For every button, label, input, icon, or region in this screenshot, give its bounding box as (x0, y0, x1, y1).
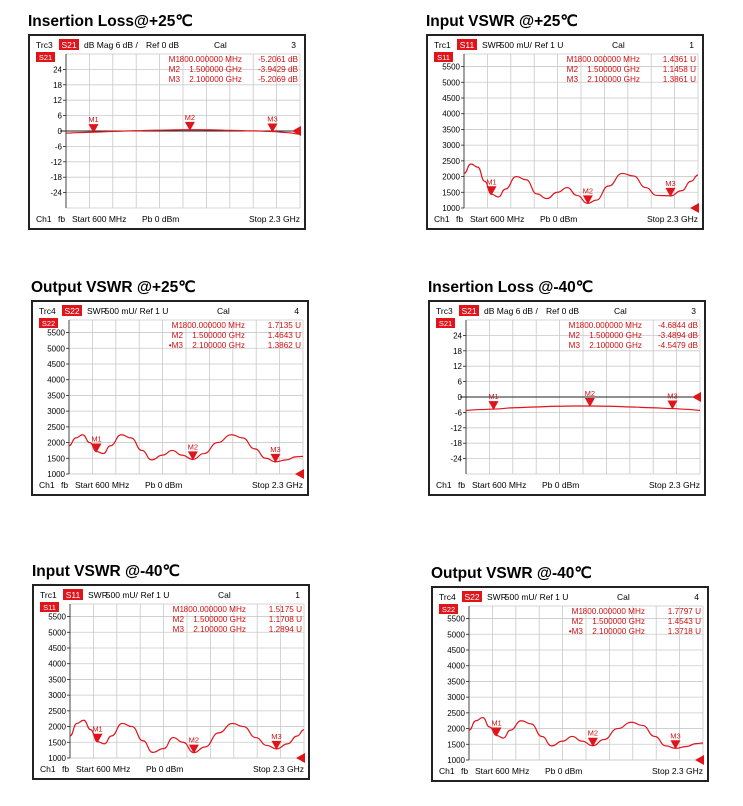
source-power: Pb 0 dBm (142, 214, 180, 224)
start-frequency: Start 600 MHz (472, 480, 527, 490)
window-number: 4 (694, 592, 699, 602)
cal-label: Cal (214, 40, 227, 50)
reference-arrow (692, 392, 701, 402)
y-tick-label: 4000 (447, 661, 465, 671)
y-tick-label: 4000 (442, 109, 460, 119)
readout-marker-name: M2 (171, 331, 183, 340)
y-tick-label: -6 (454, 408, 462, 418)
marker-readout (169, 321, 301, 350)
readout-frequency: 1.500000 GHz (193, 615, 246, 624)
analyzer-screen (31, 300, 309, 496)
footer-bar (36, 214, 300, 224)
y-tick-label: 2500 (447, 708, 465, 718)
marker-label: M1 (91, 434, 102, 444)
footer-bar (39, 480, 303, 490)
marker-triangle (189, 745, 199, 754)
readout-value: -4.5479 dB (657, 341, 698, 350)
format-label: SWR (487, 592, 507, 602)
cal-label: Cal (217, 306, 230, 316)
chart-svg (33, 302, 307, 494)
y-tick-label: 2500 (48, 706, 66, 716)
readout-value: -3.9429 dB (257, 65, 298, 74)
y-tick-label: 5000 (48, 628, 66, 638)
trace-label: Trc4 (439, 592, 456, 602)
ref-label: Ref 1 U (534, 40, 564, 50)
header-bar (39, 305, 299, 316)
param-badge-text: S22 (64, 306, 80, 316)
marker-label: M3 (271, 731, 282, 741)
y-tick-label: 5000 (47, 344, 65, 354)
chart-title: Insertion Loss @-40℃ (428, 279, 594, 296)
y-tick-label: -6 (54, 142, 62, 152)
y-tick-label: 4500 (442, 94, 460, 103)
readout-frequency: 800.000000 MHz (183, 605, 246, 614)
readout-marker-name: M3 (566, 75, 578, 84)
y-tick-label: 3000 (442, 141, 460, 151)
axis-param-text: S21 (38, 53, 53, 62)
readout-value: 1.7135 U (267, 321, 301, 330)
analyzer-screen (428, 300, 706, 496)
trace-label: Trc3 (436, 306, 453, 316)
marker-label: M1 (88, 115, 99, 125)
marker-label: M3 (667, 391, 678, 401)
channel-label: Ch1 (434, 214, 450, 224)
y-tick-label: 6 (457, 377, 462, 387)
footer-bar (436, 480, 700, 490)
start-frequency: Start 600 MHz (475, 766, 530, 776)
stop-frequency: Stop 2.3 GHz (651, 766, 703, 776)
header-bar (436, 305, 696, 316)
readout-marker-name: M3 (172, 625, 184, 634)
readout-frequency: 800.000000 MHz (179, 55, 242, 64)
readout-frequency: 1.500000 GHz (589, 331, 642, 340)
format-label: SWR (482, 40, 502, 50)
marker-triangle (583, 195, 593, 204)
y-tick-label: 2000 (48, 722, 66, 732)
y-tick-labels (442, 63, 464, 213)
marker-label: M2 (184, 112, 196, 122)
y-tick-label: -24 (50, 188, 62, 198)
source-power: Pb 0 dBm (540, 214, 578, 224)
y-tick-labels (450, 331, 466, 463)
marker-label: M2 (187, 442, 199, 452)
format-label: SWR (87, 306, 107, 316)
axis-param-text: S11 (43, 603, 56, 612)
readout-frequency: 1.500000 GHz (587, 65, 640, 74)
y-tick-label: 1500 (442, 188, 460, 198)
readout-value: 1.4643 U (267, 331, 301, 340)
y-tick-label: 0 (57, 127, 62, 136)
marker-readout (569, 607, 701, 636)
chart-svg (34, 586, 308, 778)
readout-value: 1.7797 U (667, 607, 701, 616)
y-tick-label: 18 (453, 346, 462, 356)
ref-label: Ref 1 U (539, 592, 569, 602)
trace-label: Trc4 (39, 306, 56, 316)
readout-marker-name: M3 (568, 341, 580, 350)
marker-label: M1 (488, 392, 499, 402)
readout-frequency: 2.100000 GHz (592, 627, 645, 636)
analyzer-screen (28, 34, 306, 230)
format-label: dB Mag (484, 306, 514, 316)
y-tick-label: 5000 (442, 78, 460, 88)
readout-frequency: 1.500000 GHz (592, 617, 645, 626)
start-frequency: Start 600 MHz (76, 764, 131, 774)
y-tick-label: 2500 (442, 156, 460, 166)
y-tick-label: 4500 (47, 360, 65, 369)
readout-frequency: 2.100000 GHz (587, 75, 640, 84)
y-tick-label: 5000 (447, 630, 465, 640)
marker-label: M3 (665, 178, 676, 188)
y-tick-label: 5500 (48, 612, 66, 622)
readout-frequency: 800.000000 MHz (579, 321, 642, 330)
stop-frequency: Stop 2.3 GHz (251, 480, 303, 490)
readout-marker-name: M1 (171, 321, 183, 330)
scale-label: 500 mU/ (504, 592, 537, 602)
marker-label: M3 (267, 114, 278, 124)
start-frequency: Start 600 MHz (470, 214, 525, 224)
readout-marker-name: M1 (566, 55, 578, 64)
cal-label: Cal (614, 306, 627, 316)
y-tick-label: 3000 (447, 693, 465, 703)
param-badge-text: S11 (459, 40, 475, 50)
y-tick-label: 2000 (442, 172, 460, 182)
readout-frequency: 2.100000 GHz (589, 341, 642, 350)
y-tick-label: 6 (57, 111, 62, 121)
chart-title: Insertion Loss@+25℃ (28, 13, 193, 30)
readout-marker-name: M2 (566, 65, 578, 74)
y-tick-label: 1500 (48, 738, 66, 748)
reference-arrow (296, 753, 305, 763)
marker-readout (173, 605, 302, 634)
marker-label: M1 (491, 718, 502, 728)
y-tick-labels (447, 615, 469, 765)
marker-triangle (93, 734, 103, 743)
header-bar (40, 589, 300, 600)
y-tick-label: 3500 (447, 677, 465, 687)
y-tick-label: 0 (457, 393, 462, 402)
chart-svg (433, 588, 707, 780)
y-tick-label: 3000 (47, 407, 65, 417)
scale-label: 500 mU/ (105, 590, 138, 600)
footer-bar (439, 766, 703, 776)
readout-marker-name: M1 (571, 607, 583, 616)
y-tick-label: 1500 (447, 740, 465, 750)
header-bar (434, 39, 694, 50)
ref-label: Ref 0 dB (146, 40, 180, 50)
y-tick-label: 4000 (47, 375, 65, 385)
readout-value: 1.4543 U (667, 617, 701, 626)
readout-value: -4.6844 dB (657, 321, 698, 330)
readout-frequency: 1.500000 GHz (189, 65, 242, 74)
y-tick-label: 3500 (48, 675, 66, 685)
header-bar (439, 591, 699, 602)
window-number: 3 (691, 306, 696, 316)
sweep-mode-label: fb (456, 214, 464, 224)
readout-frequency: 800.000000 MHz (182, 321, 245, 330)
chart-title: Input VSWR @-40℃ (32, 563, 180, 580)
readout-frequency: 1.500000 GHz (192, 331, 245, 340)
trace-label: Trc1 (434, 40, 451, 50)
y-tick-label: 12 (453, 362, 462, 372)
marker-label: M2 (582, 186, 594, 196)
scale-label: 500 mU/ (104, 306, 137, 316)
y-tick-labels (50, 65, 66, 197)
readout-value: 1.3861 U (662, 75, 696, 84)
readout-marker-name: •M3 (168, 341, 183, 350)
readout-value: 1.5175 U (268, 605, 302, 614)
marker-label: M2 (587, 728, 599, 738)
y-tick-label: -18 (50, 173, 62, 183)
marker-label: M1 (92, 724, 103, 734)
y-tick-label: 1000 (47, 470, 65, 479)
stop-frequency: Stop 2.3 GHz (646, 214, 698, 224)
y-tick-label: 4000 (48, 659, 66, 669)
y-tick-label: 1000 (48, 754, 66, 763)
y-tick-label: 2000 (47, 438, 65, 448)
window-number: 1 (295, 590, 300, 600)
window-number: 4 (294, 306, 299, 316)
axis-param-text: S22 (41, 319, 56, 328)
y-tick-label: 1000 (447, 756, 465, 765)
y-tick-label: 4500 (447, 646, 465, 655)
sweep-mode-label: fb (461, 766, 469, 776)
analyzer-screen (426, 34, 704, 230)
readout-marker-name: M3 (168, 75, 180, 84)
cal-label: Cal (612, 40, 625, 50)
axis-param-text: S21 (438, 319, 453, 328)
analyzer-screen (32, 584, 310, 780)
marker-label: M3 (270, 444, 281, 454)
readout-value: -3.4894 dB (657, 331, 698, 340)
y-tick-label: 1000 (442, 204, 460, 213)
window-number: 1 (689, 40, 694, 50)
readout-value: 1.2894 U (268, 625, 302, 634)
reference-arrow (690, 203, 699, 213)
readout-marker-name: •M3 (568, 627, 583, 636)
stop-frequency: Stop 2.3 GHz (248, 214, 300, 224)
window-number: 3 (291, 40, 296, 50)
footer-bar (40, 764, 304, 774)
y-tick-label: 12 (53, 96, 62, 106)
stop-frequency: Stop 2.3 GHz (648, 480, 700, 490)
marker-label: M2 (584, 388, 596, 398)
channel-label: Ch1 (439, 766, 455, 776)
y-tick-label: 24 (53, 65, 62, 75)
y-tick-label: 5500 (447, 614, 465, 624)
source-power: Pb 0 dBm (145, 480, 183, 490)
chart-title: Output VSWR @-40℃ (431, 565, 592, 582)
scale-label: 6 dB / (515, 306, 538, 316)
readout-frequency: 2.100000 GHz (189, 75, 242, 84)
axis-param-text: S11 (437, 53, 450, 62)
y-tick-label: 3500 (47, 391, 65, 401)
chart-title: Input VSWR @+25℃ (426, 13, 578, 30)
reference-arrow (292, 126, 301, 136)
source-power: Pb 0 dBm (146, 764, 184, 774)
y-tick-label: -24 (450, 454, 462, 464)
y-tick-label: 24 (453, 331, 462, 341)
param-badge-text: S11 (65, 590, 81, 600)
readout-marker-name: M1 (568, 321, 580, 330)
marker-label: M2 (188, 735, 200, 745)
y-tick-label: 2500 (47, 422, 65, 432)
readout-marker-name: M2 (168, 65, 180, 74)
readout-marker-name: M1 (172, 605, 184, 614)
y-tick-label: -12 (450, 423, 462, 433)
reference-arrow (695, 755, 704, 765)
format-label: dB Mag (84, 40, 114, 50)
readout-frequency: 800.000000 MHz (577, 55, 640, 64)
readout-marker-name: M2 (571, 617, 583, 626)
readout-frequency: 2.100000 GHz (193, 625, 246, 634)
start-frequency: Start 600 MHz (72, 214, 127, 224)
y-tick-label: 3500 (442, 125, 460, 135)
format-label: SWR (88, 590, 108, 600)
readout-value: -5.2061 dB (257, 55, 298, 64)
cal-label: Cal (218, 590, 231, 600)
readout-value: -5.2069 dB (257, 75, 298, 84)
trace-label: Trc1 (40, 590, 57, 600)
channel-label: Ch1 (36, 214, 52, 224)
readout-frequency: 2.100000 GHz (192, 341, 245, 350)
marker-label: M3 (670, 731, 681, 741)
marker-readout (567, 55, 696, 84)
readout-marker-name: M2 (568, 331, 580, 340)
y-tick-label: 5500 (47, 328, 65, 338)
y-tick-labels (47, 329, 69, 479)
y-tick-label: 5500 (442, 62, 460, 72)
cal-label: Cal (617, 592, 630, 602)
ref-label: Ref 0 dB (546, 306, 580, 316)
chart-svg (430, 302, 704, 494)
ref-label: Ref 1 U (139, 306, 169, 316)
readout-frequency: 800.000000 MHz (582, 607, 645, 616)
y-tick-label: -12 (50, 157, 62, 167)
y-tick-label: 4500 (48, 644, 66, 653)
readout-marker-name: M2 (172, 615, 184, 624)
scale-label: 6 dB / (115, 40, 138, 50)
y-tick-label: 3000 (48, 691, 66, 701)
trace-label: Trc3 (36, 40, 53, 50)
start-frequency: Start 600 MHz (75, 480, 130, 490)
readout-value: 1.3718 U (667, 627, 701, 636)
channel-label: Ch1 (39, 480, 55, 490)
ref-label: Ref 1 U (140, 590, 170, 600)
axis-param-text: S22 (441, 605, 456, 614)
source-power: Pb 0 dBm (545, 766, 583, 776)
y-tick-label: -18 (450, 439, 462, 449)
source-power: Pb 0 dBm (542, 480, 580, 490)
marker-triangle (487, 186, 497, 195)
y-tick-label: 1500 (47, 454, 65, 464)
sweep-mode-label: fb (62, 764, 70, 774)
stop-frequency: Stop 2.3 GHz (252, 764, 304, 774)
channel-label: Ch1 (436, 480, 452, 490)
readout-value: 1.1708 U (268, 615, 302, 624)
param-badge-text: S21 (461, 306, 477, 316)
analyzer-screen (431, 586, 709, 782)
param-badge-text: S22 (464, 592, 480, 602)
readout-value: 1.1458 U (662, 65, 696, 74)
y-tick-labels (48, 613, 70, 763)
readout-value: 1.3862 U (267, 341, 301, 350)
channel-label: Ch1 (40, 764, 56, 774)
y-tick-label: 18 (53, 80, 62, 90)
header-bar (36, 39, 296, 50)
readout-value: 1.4361 U (662, 55, 696, 64)
chart-title: Output VSWR @+25℃ (31, 279, 196, 296)
param-badge-text: S21 (61, 40, 77, 50)
sweep-mode-label: fb (61, 480, 69, 490)
y-tick-label: 2000 (447, 724, 465, 734)
chart-svg (428, 36, 702, 228)
scale-label: 500 mU/ (499, 40, 532, 50)
reference-arrow (295, 469, 304, 479)
sweep-mode-label: fb (58, 214, 66, 224)
footer-bar (434, 214, 698, 224)
marker-label: M1 (486, 177, 497, 187)
chart-svg (30, 36, 304, 228)
readout-marker-name: M1 (168, 55, 180, 64)
sweep-mode-label: fb (458, 480, 466, 490)
